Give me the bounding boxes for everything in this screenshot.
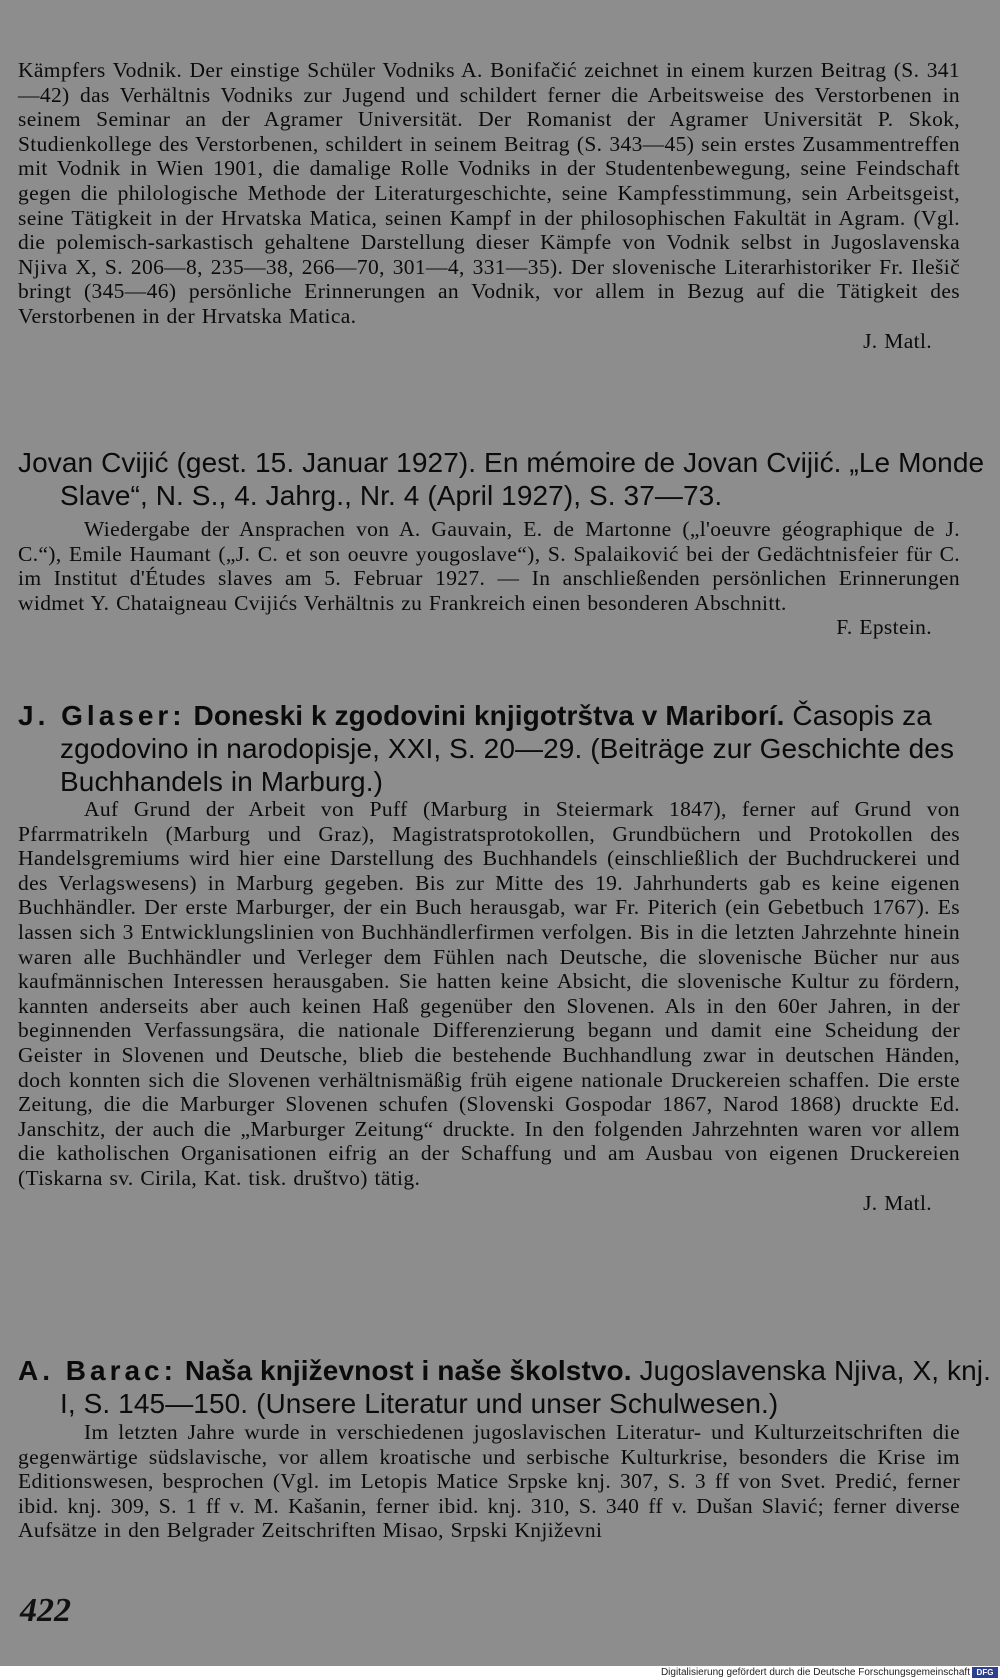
reviewer-signature: F. Epstein. [836,615,932,640]
heading-citation: Časopis za zgodovino in narodopisje, XXI, S. 20—29. (Beiträge zur Geschichte des Buchhandels in Marburg.) [60,700,955,797]
funding-note: Digitalisierung gefördert durch die Deutsche Forschungsgemeinschaft [660,1667,970,1678]
dfg-logo: DFG [972,1667,998,1678]
reviewer-signature: J. Matl. [863,328,932,353]
entry-vodnik-continuation [18,58,960,353]
heading-citation: Jugoslavenska Njiva, X, knj. I, S. 145—150. (Unsere Literatur und unser Schulwesen.) [60,1355,991,1419]
heading-author: A. Barac: [18,1355,177,1386]
page-number: 422 [20,1592,71,1629]
reviewer-signature: J. Matl. [863,1190,932,1215]
entry-heading-barac [18,1354,1000,1420]
heading-title: Doneski k zgodovini knjigotrštva v Mariborí. [193,700,785,731]
heading-author: J. Glaser: [18,700,186,731]
entry-heading-glaser [18,699,1000,798]
paragraph: Wiedergabe der Ansprachen von A. Gauvain, E. de Martonne („l'oeuvre géographique de J. C.“), Emile Haumant („J. C. et son oeuvre yougoslave“), S. Spalaiković bei der Gedächtnisfeier für C. im Institut d'Études slaves am 5. Februar 1927. — In anschließenden persönlichen Erinnerungen widmet Y. Chataigneau Cvijićs Verhältnis zu Frankreich einen besonderen Abschnitt. [18,517,960,615]
entry-cvijic-body [18,517,960,640]
paragraph: Kämpfers Vodnik. Der einstige Schüler Vodniks A. Bonifačić zeichnet in einem kurzen Beitrag (S. 341—42) das Verhältnis Vodniks zur Jugend und schildert ferner die Arbeitsweise des Verstorbenen in seinem Seminar an der Agramer Universität. Der Romanist der Agramer Universität P. Skok, Studienkollege des Verstorbenen, schildert in seinem Beitrag (S. 343—45) sein erstes Zusammentreffen mit Vodnik in Wien 1901, die damalige Rolle Vodniks in der Studentenbewegung, seine Feindschaft gegen die philologische Methode der Literaturgeschichte, seine Kampfesstimmung, sein Arbeitsgeist, seine Tätigkeit in der Hrvatska Matica, seinen Kampf in der philosophischen Fakultät in Agram. (Vgl. die polemisch-sarkastisch gehaltene Darstellung dieser Kämpfe von Vodnik selbst in Jugoslavenska Njiva X, S. 206—8, 235—38, 266—70, 301—4, 331—35). Der slovenische Literarhistoriker Fr. Ilešič bringt (345—46) persönliche Erinnerungen an Vodnik, vor allem in Bezug auf die Tätigkeit des Verstorbenen in der Hrvatska Matica. [18,58,960,328]
entry-barac-body [18,1420,960,1543]
entry-glaser-body [18,797,960,1215]
heading-citation: (gest. 15. Januar 1927). En mémoire de Jovan Cvijić. „Le Monde Slave“, N. S., 4. Jahrg., Nr. 4 (April 1927), S. 37—73. [60,447,985,511]
heading-title: Naša književnost i naše školstvo. [184,1355,632,1386]
paragraph: Im letzten Jahre wurde in verschiedenen jugoslavischen Literatur- und Kulturzeitschriften die gegenwärtige südslavische, vor allem kroatische und serbische Kulturkrise, besonders die Krise im Editionswesen, besprochen (Vgl. im Letopis Matice Srpske knj. 307, S. 3 ff von Svet. Predić, ferner ibid. knj. 309, S. 1 ff v. M. Kašanin, ferner ibid. knj. 310, S. 340 ff v. Dušan Slavić; ferner diverse Aufsätze in den Belgrader Zeitschriften Misao, Srpski Književni [18,1420,960,1543]
digitization-footer [0,1666,1000,1679]
paragraph: Auf Grund der Arbeit von Puff (Marburg in Steiermark 1847), ferner auf Grund von Pfarrmatrikeln (Marburg und Graz), Magistratsprotokollen, Grundbüchern und Protokollen des Handelsgremiums wird hier eine Darstellung des Buchhandels (einschließlich der Buchdruckerei und des Verlagswesens) in Marburg gegeben. Bis zur Mitte des 19. Jahrhunderts gab es keine eigenen Buchhändler. Der erste Marburger, der ein Buch herausgab, war Fr. Piterich (ein Gebetbuch 1767). Es lassen sich 3 Entwicklungslinien von Buchhändlerfirmen verfolgen. Bis in die letzten Jahrzehnte hinein waren alle Buchhändler und Verleger dem Fühlen nach Deutsche, die slovenische Bücher nur aus kaufmännischen Interessen herausgaben. Sie hatten keine Absicht, die slovenische Kultur zu fördern, kannten anderseits aber auch keinen Haß gegenüber den Slovenen. Als in den 60er Jahren, in der beginnenden Verfassungsära, die nationale Differenzierung begann und damit eine Scheidung der Geister in Slovenen und Deutsche, blieb die bestehende Buchhandlung zwar in deutschen Händen, doch konnten sich die Slovenen verhältnismäßig früh eigene nationale Druckereien schaffen. Die erste Zeitung, die die Marburger Slovenen schufen (Slovenski Gospodar 1867, Narod 1868) druckte Ed. Janschitz, der auch die „Marburger Zeitung“ druckte. In den folgenden Jahrzehnten waren vor allem die katholischen Organisationen eifrig an der Schaffung und am Ausbau von eigenen Druckereien (Tiskarna sv. Cirila, Kat. tisk. društvo) tätig. [18,797,960,1190]
heading-title: Jovan Cvijić [18,447,169,478]
entry-heading-cvijic [18,446,1000,512]
